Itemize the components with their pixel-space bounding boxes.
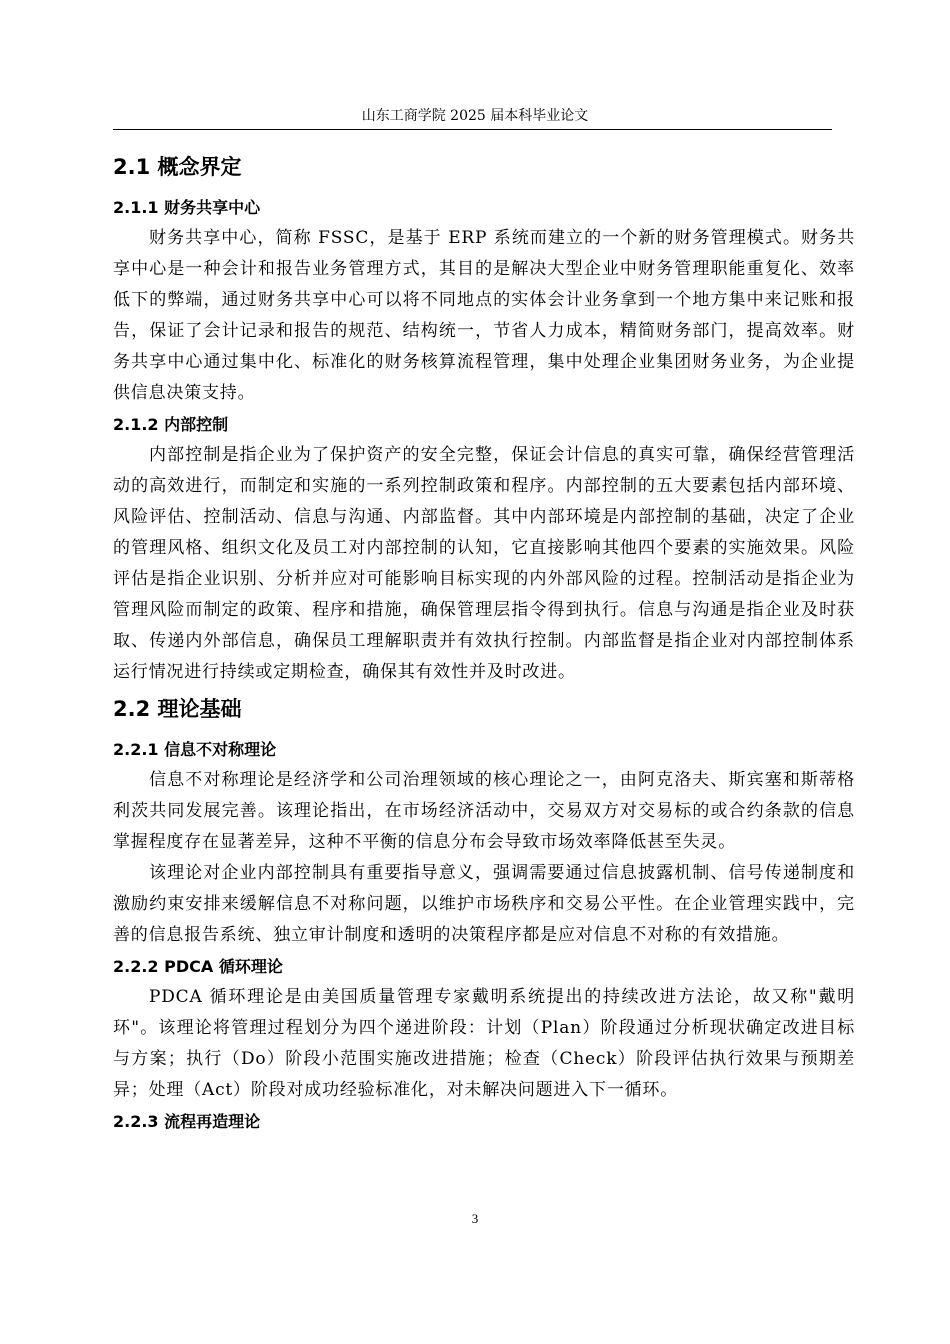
paragraph-internal-control: 内部控制是指企业为了保护资产的安全完整，保证会计信息的真实可靠，确保经营管理活动的高效进行，而制定和实施的一系列控制政策和程序。内部控制的五大要素包括内部环境、风险评估、控制活动、信息与沟通、内部监督。其中内部环境是内部控制的基础，决定了企业的管理风格、组织文化及员工对内部控制的认知，它直接影响其他四个要素的实施效果。风险评估是指企业识别、分析并应对可能影响目标实现的内外部风险的过程。控制活动是指企业为管理风险而制定的政策、程序和措施，确保管理层指令得到执行。信息与沟通是指企业及时获取、传递内外部信息，确保员工理解职责并有效执行控制。内部监督是指企业对内部控制体系运行情况进行持续或定期检查，确保其有效性并及时改进。	[113, 445, 855, 682]
subsection-heading-2-2-1: 2.2.1 信息不对称理论	[113, 740, 277, 759]
running-header: 山东工商学院 2025 届本科毕业论文	[361, 108, 589, 124]
subsection-heading-2-2-2: 2.2.2 PDCA 循环理论	[113, 957, 283, 976]
page-number: 3	[471, 1211, 479, 1226]
page-body	[113, 150, 855, 1137]
paragraph-fssc: 财务共享中心，简称 FSSC，是基于 ERP 系统而建立的一个新的财务管理模式。财务共享中心是一种会计和报告业务管理方式，其目的是解决大型企业中财务管理职能重复化、效率低下的弊端，通过财务共享中心可以将不同地点的实体会计业务拿到一个地方集中来记账和报告，保证了会计记录和报告的规范、结构统一，节省人力成本，精简财务部门，提高效率。财务共享中心通过集中化、标准化的财务核算流程管理，集中处理企业集团财务业务，为企业提供信息决策支持。	[113, 228, 855, 403]
paragraph-info-asymmetry-2: 该理论对企业内部控制具有重要指导意义，强调需要通过信息披露机制、信号传递制度和激励约束安排来缓解信息不对称问题，以维护市场秩序和交易公平性。在企业管理实践中，完善的信息报告系统、独立审计制度和透明的决策程序都是应对信息不对称的有效措施。	[113, 863, 855, 945]
header-divider	[113, 129, 832, 130]
paragraph-info-asymmetry-1: 信息不对称理论是经济学和公司治理领域的核心理论之一，由阿克洛夫、斯宾塞和斯蒂格利茨共同发展完善。该理论指出，在市场经济活动中，交易双方对交易标的或合约条款的信息掌握程度存在显著差异，这种不平衡的信息分布会导致市场效率降低甚至失灵。	[113, 770, 855, 852]
subsection-heading-2-2-3: 2.2.3 流程再造理论	[113, 1112, 261, 1131]
paragraph-pdca: PDCA 循环理论是由美国质量管理专家戴明系统提出的持续改进方法论，故又称"戴明环"。该理论将管理过程划分为四个递进阶段：计划（Plan）阶段通过分析现状确定改进目标与方案；执行（Do）阶段小范围实施改进措施；检查（Check）阶段评估执行效果与预期差异；处理（Act）阶段对成功经验标准化，对未解决问题进入下一循环。	[113, 987, 855, 1100]
section-heading-2-1: 2.1 概念界定	[113, 155, 242, 179]
subsection-heading-2-1-1: 2.1.1 财务共享中心	[113, 198, 261, 217]
subsection-heading-2-1-2: 2.1.2 内部控制	[113, 415, 229, 434]
section-heading-2-2: 2.2 理论基础	[113, 697, 242, 721]
